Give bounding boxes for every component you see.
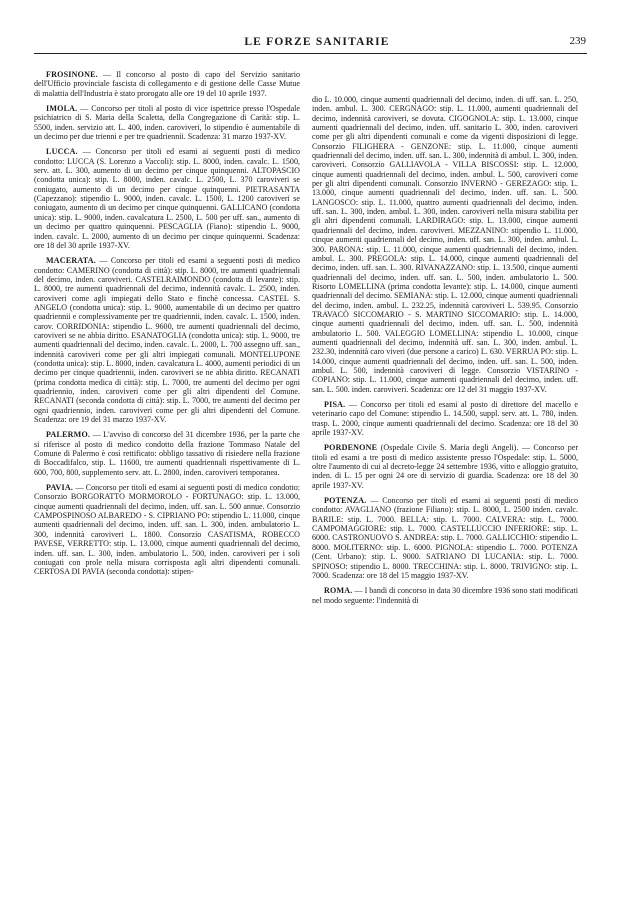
notice-heading: MACERATA.: [46, 256, 97, 266]
notice-paragraph: [34, 430, 300, 477]
notice-text: — Concorso per titoli al posto di vice ispettrice presso l'Ospedale psichiatrico di S. Maria della Scaletta, della Congregazione di Carità: stip. L. 5500, inden. servizio att. L. 400, inden. caroviveri, lo stipendio è aumentabile di un decimo per due trienni e per tre quadriennii. Scadenza: 31 marzo 1937-XV.: [34, 104, 300, 142]
notice-text: — Concorso per titoli ed esami ai seguenti posti di medico condotto: Consorzio BORGORATTO MORMOROLO - FORTUNAGO: stip. L. 13.000, cinque aumenti quadriennali del decimo, inden. uff. san. L. 500 annue. Consorzio CAMPOSPINOSO ALBAREDO - S. CIPRIANO PO: stipendio L. 11.000, cinque aumenti quadriennali del decimo, inden. uff. san. L. 300, inden. ambulatorio L. 300, indennità caroviveri L. 1800. Consorzio CASATISMA, ROBECCO PAVESE, VERRETTO: stip. L. 13.000, cinque aumenti quadriennali del decimo, inden. uff. san. L. 300, inden. ambulatorio L. 500, inden. caroviveri per i soli coniugati con prole nella misura corrisposta agli altri dipendenti comunali. CERTOSA DI PAVIA (seconda condotta): stipen-: [34, 483, 300, 577]
notice-heading: POTENZA.: [324, 496, 367, 506]
page-number: 239: [569, 35, 586, 47]
notice-text: (Ospedale Civile S. Maria degli Angeli). — Concorso per titoli ed esami a tre posti di medico assistente presso l'Ospedale: stip. L. 5000, oltre l'aumento di cui al decreto-legge 24 settembre 1936, vitto e alloggio gratuito, inden. di L. 15 per ogni 24 ore di servizio di guardia. Scadenza: ore 18 del 30 aprile 1937-XV.: [312, 443, 578, 490]
notice-text: dio L. 10.000, cinque aumenti quadriennali del decimo, inden. di uff. san. L. 250, inden. ambul. L. 300. CERGNAGO: stip. L. 11.000, aumenti quadriennali del decimo, indennità caroviveri, se dovuta. CIGOGNOLA: stip. L. 13.000, cinque aumenti quadriennali del decimo, inden. uff. sanitario L. 300, inden. caroviveri come per gli altri dipendenti comunali e come da vigenti disposizioni di legge. Consorzio FILIGHERA - GENZONE: stip. L. 11.000, cinque aumenti quadriennali del decimo, inden. uff. san. L. 300, indennità di ambul. L. 300, inden. caroviveri. Consorzio GALLIAVOLA - VILLA BISCOSSI: stip. L. 12.000, cinque aumenti quadriennali del decimo, inden. ambul. L. 500, caroviveri come per gli altri dipendenti comunali. Consorzio INVERNO - GEREZAGO: stip. L. 13.000, cinque aumenti quadriennali del decimo, inden. uff. san. L. 500. LANGOSCO: stip. L. 11.000, quattro aumenti quadriennali del decimo, inden. uff. san. L. 300, inden. ambul. L. 300, inden. caroviveri nella misura stabilita per gli altri dipendenti comunali. LARDIRAGO: stip. L. 13.000, cinque aumenti quadriennali del decimo, inden. caroviveri. MEZZANINO: stipendio L. 11.000, cinque aumenti quadriennali del decimo, inden. uff. san. L. 300, inden. ambul. L. 300. PARONA: stip. L. 11.000, cinque aumenti quadriennali del decimo, inden. ambul. L. 300. PREGOLA: stip. L. 14.000, cinque aumenti quadriennali del decimo, inden. uff. san. L. 300. RIVANAZZANO: stip. L. 13.500, cinque aumenti quadriennali del decimo, inden. uff. san. L. 500, inden. ambulatorio L. 500. Risorto LOMELLINA (prima condotta levante): stip. L. 14.000, cinque aumenti quadriennali del decimo. SEMIANA: stip. L. 12.000, cinque aumenti quadriennali del decimo, inden. ambul. L. 232.25, indennità caroviveri L. 539.95. Consorzio TRAVACÒ SICCOMARIO - S. MARTINO SICCOMARIO: stip. L. 14.000, cinque aumenti quadriennali del decimo, inden. uff. san. L. 500, indennità ambulatorio L. 500. VALEGGIO LOMELLINA: stipendio L. 10.000, cinque aumenti quadriennali del decimo, indennità uff. san. L. 300, inden. ambul. L. 232.30, indennità caro viveri (due persone a carico) L. 630. VERRUA PO: stip. L. 14.000, cinque aumenti quadriennali del decimo, inden. uff. san. L. 500, inden. ambul. L. 500, indennità caroviveri di legge. Consorzio VISTARINO - COPIANO: stip. L. 11.000, cinque aumenti quadriennali del decimo, inden. uff. san. L. 500. inden. caroviveri. Scadenza: ore 12 del 31 maggio 1937-XV.: [312, 95, 579, 394]
page-header: [0, 0, 634, 60]
notice-paragraph: [312, 400, 578, 437]
notice-paragraph: [34, 483, 300, 576]
notice-paragraph: [34, 104, 300, 141]
notice-heading: LUCCA.: [46, 147, 78, 157]
notice-text: — Il concorso al posto di capo del Servizio sanitario dell'Ufficio provinciale fascista di collegamento e di gestione delle Casse Mutue di malattia dell'Industria è stato prorogato alle ore 19 del 10 aprile 1937.: [34, 70, 300, 98]
notice-heading: PISA.: [324, 400, 346, 409]
notice-paragraph: [312, 496, 578, 580]
notice-text: — L'avviso di concorso del 31 dicembre 1936, per la parte che si riferisce al posto di medico condotto della frazione Tommaso Natale del Comune di Palermo è così rettificato: obbligo tassativo di risiedere nella frazione di Boccadifalco, stip. L. 11600, tre aumenti quadriennali rispettivamente di L. 600, 700, 800, supplemento serv. att. L. 2800, inden. caroviveri temporanea.: [34, 430, 300, 477]
notice-heading: PAVIA.: [46, 483, 74, 493]
notice-text: — Concorso per titoli ed esami ai seguenti posti di medico condotto: AVAGLIANO (frazione Filiano): stip. L. 8000, L. 2500 inden. cavalc. BARILE: stip. L. 7000. BELLA: stip. L. 7000. CALVERA: stip. L. 7000. CAMPOMAGGIORE: stip. L. 7000. CASTELLUCCIO INFERIORE: stip. L. 6000. CASTRONUOVO S. ANDREA: stip. L. 7000. GALLICCHIO: stipendio L. 8000. MOLITERNO: stip. L. 6000. PIGNOLA: stipendio L. 7000. POTENZA (Cent. Urbano): stip. L. 9000. SATRIANO DI LUCANIA: stip. L. 7000. SPINOSO: stipendio L. 8000. TRECCHINA: stip. L. 8000. TRIVIGNO: stip. L. 7000. Scadenza: ore 18 del 15 maggio 1937-XV.: [312, 496, 578, 580]
notice-heading: FROSINONE.: [46, 70, 98, 79]
notice-paragraph: [34, 147, 300, 250]
notice-heading: PORDENONE: [324, 443, 378, 453]
notice-paragraph: [312, 586, 578, 605]
notice-paragraph: [34, 70, 300, 98]
notice-paragraph: [312, 95, 578, 394]
notice-text: — Concorso per titoli ed esami ai seguenti posti di medico condotto: LUCCA (S. Lorenzo a Vaccoli): stip. L. 8000, inden. cavalc. L. 1500, serv. att. L. 300, aumento di un decimo per cinque quinquenni. ALTOPASCIO (condotta unica): stip. L. 8000, inden. cavalc. L. 2500, L. 370 caroviveri se coniugato, aumento di un decimo per cinque quinquenni. PIETRASANTA (Capezzano): stipendio L. 9000, inden. cavalc. L. 1500, L. 1200 caroviveri se coniugato, aumento di un decimo per cinque quinquenni. GALLICANO (condotta unica): stip. L. 9000, inden. cavalcatura L. 2500, L. 500 per uff. san., aumento di un decimo per quattro quinquenni. PESCAGLIA (Fiano): stipendio L. 9000, inden. cavalc. L. 2000, aumento di un decimo per cinque quinquenni. Scadenza: ore 18 del 30 aprile 1937-XV.: [34, 147, 300, 250]
header-rule: [34, 53, 587, 54]
notice-heading: IMOLA.: [46, 104, 78, 114]
notice-paragraph: [34, 256, 300, 424]
left-column: [34, 70, 300, 583]
notice-text: — I bandi di concorso in data 30 dicembre 1936 sono stati modificati nel modo seguente: l'indennità di: [312, 586, 578, 605]
notice-heading: PALERMO.: [46, 430, 91, 440]
notice-paragraph: [312, 443, 578, 490]
notice-text: — Concorso per titoli ed esami a seguenti posti di medico condotto: CAMERINO (condotta di città): stip. L. 8000, tre aumenti quadriennali del decimo, inden. caroviveri. CASTELRAIMONDO (condotta di levante): stip. L. 8000, tre aumenti quadriennali del decimo, indennità cavalc. L. 2500, inden. caroviveri come agli impiegati dello Stato e finchè concessa. CASTEL S. ANGELO (condotta unica): stip. L. 9000, aumentabile di un decimo per quattro quadriennii e complessivamente per tre quadriennii, inden. cavalc. L. 1500, inden. carov. CORRIDONIA: stipendio L. 9600, tre aumenti quadriennali del decimo, caroviveri se ne abbia diritto. ESANATOGLIA (condotta unica): stip. L. 9000, tre aumenti quadriennali del decimo, inden. cavalc. L. 2000, L. 700 assegno uff. san., indennità caroviveri come per gli altri impiegati comunali. MONTELUPONE (condotta unica): stip. L. 8000, inden. cavalcatura L. 4000, aumenti periodici di un decimo per cinque quadriennii, inden. caroviveri se ne abbia diritto. RECANATI (prima condotta medica di città): stip. L. 7000, tre aumenti del decimo per ogni quadriennio, inden. caroviveri come per gli altri dipendenti del Comune. RECANATI (seconda condotta di città): stip. L. 7000, tre aumenti del decimo per ogni quadriennio, inden. caroviveri come per gli altri dipendenti del Comune. Scadenza: ore 19 del 31 marzo 1937-XV.: [34, 256, 300, 425]
notice-heading: ROMA.: [324, 586, 353, 596]
notice-text: — Concorso per titoli ed esami al posto di direttore del macello e veterinario capo del Comune: stipendio L. 14.500, suppl. serv. att. L. 780, inden. trasp. L. 2000, cinque aumenti quadriennali del decimo. Scadenza: ore 18 del 30 aprile 1937-XV.: [312, 400, 578, 438]
running-title: LE FORZE SANITARIE: [244, 36, 390, 48]
right-column: [312, 95, 578, 611]
